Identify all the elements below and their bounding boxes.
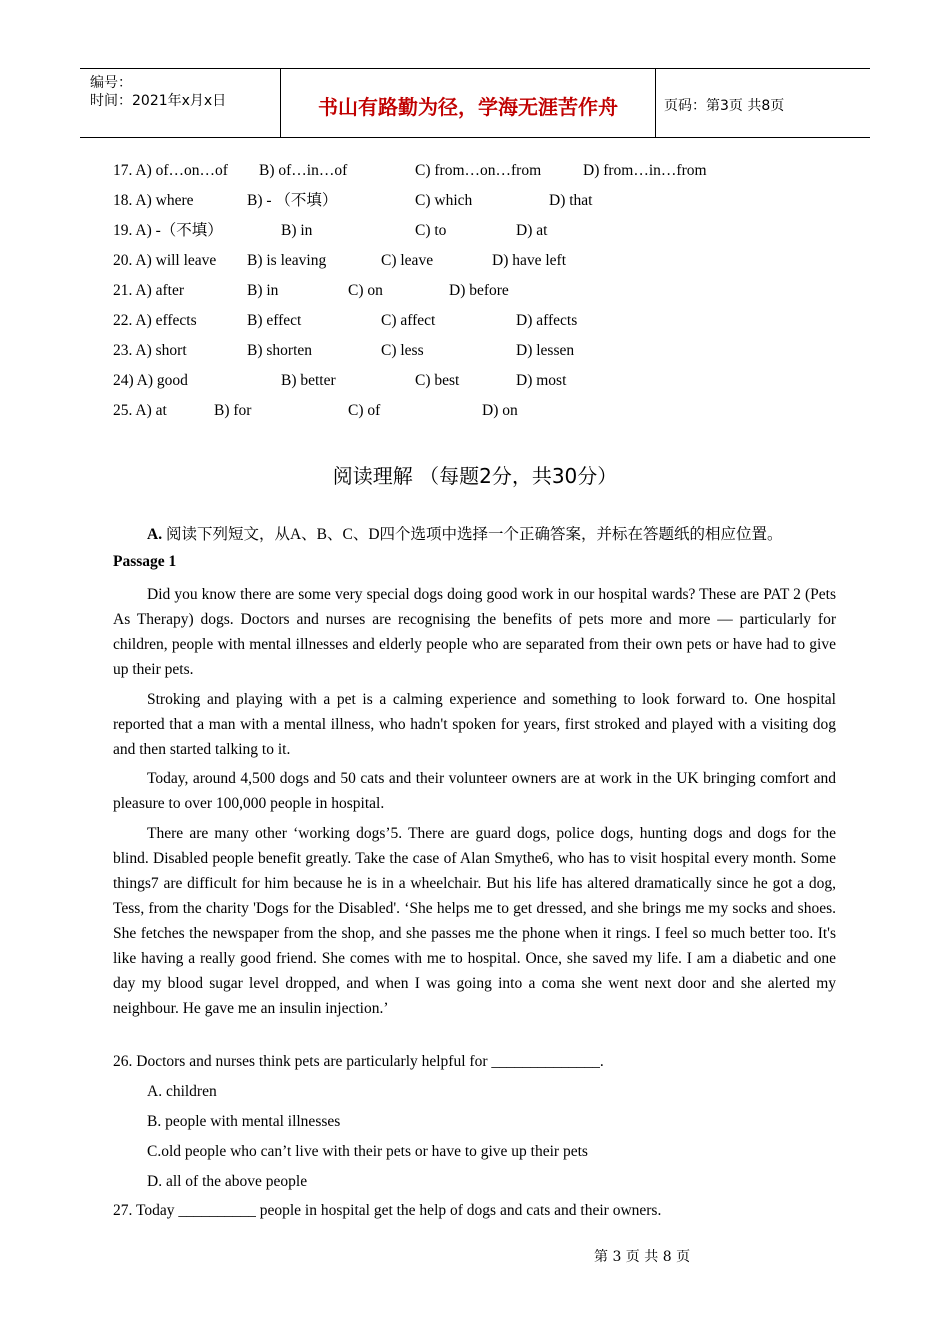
question-27-stem: 27. Today __________ people in hospital get the help of dogs and cats and their owners. (113, 1202, 662, 1219)
option-d: D) most (516, 372, 567, 389)
instruction-label: A. (147, 526, 163, 543)
page-header (80, 68, 870, 138)
instruction-text: 阅读下列短文，从A、B、C、D四个选项中选择一个正确答案，并标在答题纸的相应位置。 (162, 526, 783, 543)
option-c: C) affect (381, 312, 436, 329)
header-motto: 书山有路勤为径，学海无涯苦作舟 (318, 95, 618, 119)
option-d: D) on (482, 402, 518, 419)
header-page-info: 页码：第3页 共8页 (664, 98, 785, 114)
option-d: D) that (549, 192, 593, 209)
option-b: B) shorten (247, 342, 313, 359)
option-c: C) of (348, 402, 381, 419)
option-a: 25. A) at (113, 402, 167, 419)
option-c: C) best (415, 372, 460, 389)
option-c: C) less (381, 342, 424, 359)
question-26-option-a: A. children (147, 1083, 217, 1100)
instruction (113, 522, 836, 547)
option-c: C) on (348, 282, 383, 299)
option-b: B) - （不填） (247, 192, 338, 209)
passage-paragraph-4: There are many other ‘working dogs’5. There are guard dogs, police dogs, hunting dogs and dogs for the blind. Disabled people benefit greatly. Take the case of Alan Smythe6, who has to visit hospital every month. Some things7 are difficult for him because he is in a wheelchair. But his life has altered dramatically since he got a dog, Tess, from the charity 'Dogs for the Disabled'. ‘She helps me to get dressed, and she brings me my socks and shoes. She fetches the newspaper from the shop, and she passes me the phone when it rings. I feel so much better too. It's like having a really good friend. She comes with me to hospital. Once, she saved my life. I am a diabetic and one day my blood sugar level dropped, and when I was going into a coma she went next door and she alerted my neighbour. He gave me an insulin injection.’ (113, 825, 836, 1017)
question-26-option-c: C.old people who can’t live with their pets or have to give up their pets (147, 1143, 588, 1160)
option-d: D) before (449, 282, 509, 299)
page-footer: 第 3 页 共 8 页 (594, 1249, 691, 1265)
header-right-cell (655, 69, 870, 137)
option-a: 23. A) short (113, 342, 187, 359)
option-b: B) effect (247, 312, 302, 329)
option-c: C) leave (381, 252, 434, 269)
passage-label: Passage 1 (113, 553, 177, 570)
document-number-label: 编号： (90, 75, 132, 91)
option-b: B) better (281, 372, 336, 389)
passage-paragraph-1: Did you know there are some very special dogs doing good work in our hospital wards? These are PAT 2 (Pets As Therapy) dogs. Doctors and nurses are recognising the benefits of pets more and more — particularly for children, people with mental illnesses and elderly people who are separated from their own pets or have had to give up their pets. (113, 586, 836, 678)
option-b: B) for (214, 402, 252, 419)
passage-paragraph-2: Stroking and playing with a pet is a calming experience and something to look forward to. One hospital reported that a man with a mental illness, who hadn't spoken for years, first stroked and played with a visiting dog and then started talking to it. (113, 691, 836, 758)
option-a: 22. A) effects (113, 312, 197, 329)
option-d: D) have left (492, 252, 567, 269)
option-b: B) is leaving (247, 252, 327, 269)
header-middle-cell (280, 69, 656, 137)
section-title: 阅读理解 （每题2分，共30分） (332, 464, 618, 488)
option-b: B) of…in…of (259, 162, 348, 179)
option-a: 21. A) after (113, 282, 185, 299)
question-26-stem: 26. Doctors and nurses think pets are particularly helpful for ______________. (113, 1053, 604, 1070)
option-c: C) to (415, 222, 447, 239)
option-c: C) from…on…from (415, 162, 542, 179)
option-b: B) in (247, 282, 279, 299)
option-a: 19. A) -（不填） (113, 222, 223, 239)
option-d: D) from…in…from (583, 162, 707, 179)
option-d: D) affects (516, 312, 578, 329)
question-26-option-d: D. all of the above people (147, 1173, 308, 1190)
option-a: 18. A) where (113, 192, 194, 209)
option-b: B) in (281, 222, 313, 239)
passage-paragraph-3: Today, around 4,500 dogs and 50 cats and their volunteer owners are at work in the UK bringing comfort and pleasure to over 100,000 people in hospital. (113, 770, 836, 812)
option-d: D) at (516, 222, 548, 239)
option-a: 17. A) of…on…of (113, 162, 228, 179)
question-26-option-b: B. people with mental illnesses (147, 1113, 341, 1130)
option-c: C) which (415, 192, 473, 209)
option-a: 20. A) will leave (113, 252, 217, 269)
document-time-label: 时间：2021年x月x日 (90, 93, 227, 109)
option-a: 24) A) good (113, 372, 188, 389)
option-d: D) lessen (516, 342, 575, 359)
header-left-cell (80, 69, 280, 137)
